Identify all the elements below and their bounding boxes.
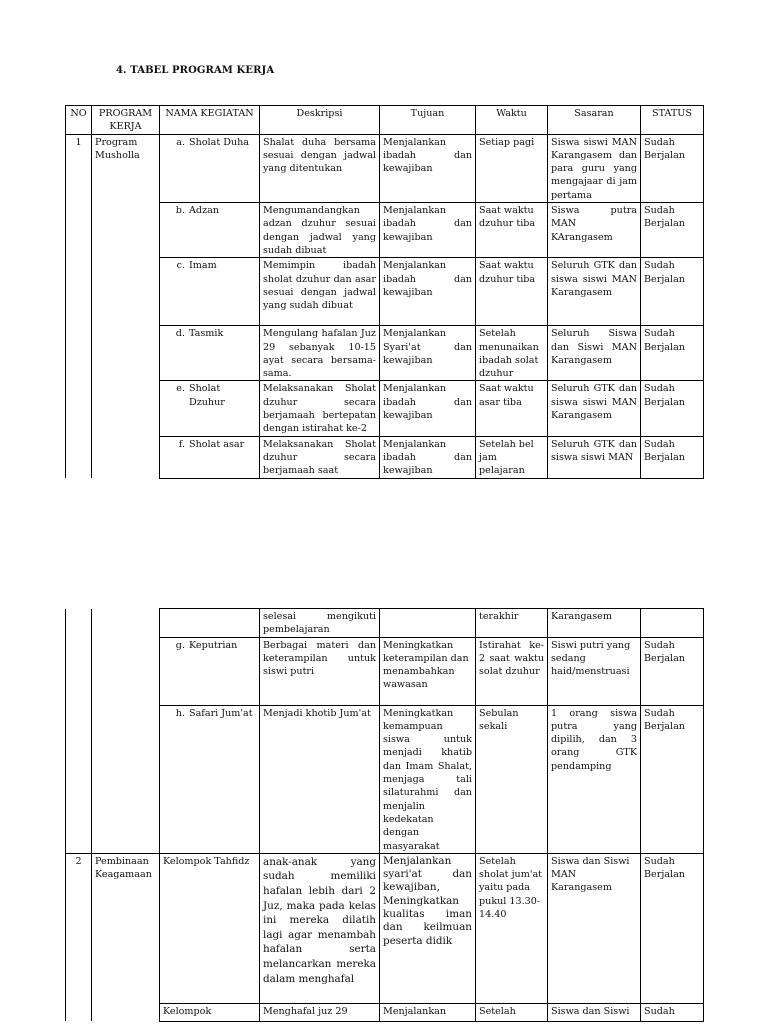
status-cell: Sudah Berjalan: [641, 258, 704, 326]
section-heading: 4. TABEL PROGRAM KERJA: [116, 65, 275, 76]
header-sasaran: Sasaran: [548, 106, 641, 135]
waktu-cell: Setelah sholat jum'at yaitu pada pukul 13.30-14.40: [476, 853, 548, 1003]
header-waktu: Waktu: [476, 106, 548, 135]
status-cell: Sudah Berjalan: [641, 134, 704, 202]
kegiatan-letter: d.: [175, 328, 185, 340]
deskripsi-cell: anak-anak yang sudah memiliki hafalan lebih dari 2 Juz, maka pada kelas ini mereka dilatih lagi agar menambah hafalan serta melancarkan mereka dalam menghafal: [260, 853, 380, 1003]
status-cell: Sudah Berjalan: [641, 203, 704, 258]
table-row: [66, 203, 704, 258]
table-row: [66, 609, 704, 638]
table-row: [66, 1003, 704, 1021]
table-header-row: [66, 106, 704, 135]
kegiatan-letter: a.: [176, 136, 185, 148]
sasaran-cell: Karangasem: [548, 609, 641, 638]
waktu-cell: Saat waktu asar tiba: [476, 381, 548, 436]
header-program: PROGRAM KERJA: [92, 106, 160, 135]
table-row: [66, 381, 704, 436]
status-cell: Sudah Berjalan: [641, 853, 704, 1003]
header-status: STATUS: [641, 106, 704, 135]
waktu-cell: Saat waktu dzuhur tiba: [476, 203, 548, 258]
table-row: [66, 134, 704, 202]
kegiatan-name: Adzan: [189, 205, 220, 217]
deskripsi-cell: Mengulang hafalan Juz 29 sebanyak 10-15 ayat secara bersama-sama.: [260, 326, 380, 381]
kegiatan-name: Kelompok Tahfidz: [160, 853, 260, 1003]
waktu-cell: Sebulan sekali: [476, 705, 548, 853]
header-no: NO: [66, 106, 92, 135]
sasaran-cell: Seluruh GTK dan siswa siswi MAN: [548, 436, 641, 478]
deskripsi-cell: Berbagai materi dan keterampilan untuk siswi putri: [260, 637, 380, 705]
tujuan-cell: [380, 853, 476, 1003]
header-deskripsi: Deskripsi: [260, 106, 380, 135]
tujuan-cell: Menjalankan ibadah dan kewajiban: [380, 381, 476, 436]
tujuan-cell-continued: [380, 609, 476, 638]
status-cell: Sudah: [641, 1003, 704, 1021]
status-cell: Sudah Berjalan: [641, 637, 704, 705]
waktu-cell: Setiap pagi: [476, 134, 548, 202]
header-kegiatan: NAMA KEGIATAN: [160, 106, 260, 135]
table-row: [66, 258, 704, 326]
tujuan-cell: Menjalankan ibadah dan kewajiban: [380, 436, 476, 478]
program-table-page2: [65, 608, 704, 1022]
kegiatan-name: Tasmik: [189, 328, 224, 340]
table-row: [66, 326, 704, 381]
deskripsi-cell: selesai mengikuti pembelajaran: [260, 609, 380, 638]
table-row: [66, 853, 704, 1003]
waktu-cell: Istirahat ke-2 saat waktu solat dzuhur: [476, 637, 548, 705]
kegiatan-letter: f.: [178, 438, 185, 450]
sasaran-cell: Seluruh GTK dan siswa siswi MAN Karangasem: [548, 258, 641, 326]
status-cell: Sudah Berjalan: [641, 381, 704, 436]
tujuan-cell: Menjalankan: [380, 1003, 476, 1021]
table-row: [66, 436, 704, 478]
tujuan-text: Menjalankan syari'at dan kewajiban, Meningkatkan kualitas iman dan keilmuan peserta didik: [383, 854, 472, 947]
kegiatan-name: Sholat asar: [189, 438, 245, 450]
status-cell: Sudah Berjalan: [641, 326, 704, 381]
deskripsi-cell: Menghafal juz 29: [260, 1003, 380, 1021]
kegiatan-name: Sholat Dzuhur: [189, 383, 225, 408]
program-table-page1: [65, 105, 704, 479]
status-cell: Sudah Berjalan: [641, 436, 704, 478]
sasaran-cell: Siswa dan Siswi: [548, 1003, 641, 1021]
kegiatan-name: Kelompok: [160, 1003, 260, 1021]
sasaran-cell: Siswa siswi MAN Karangasem dan para guru yang mengajaar di jam pertama: [548, 134, 641, 202]
deskripsi-cell: Memimpin ibadah sholat dzuhur dan asar sesuai dengan jadwal yang sudah dibuat: [260, 258, 380, 326]
tujuan-cell: Menjalankan Syari'at dan kewajiban: [380, 326, 476, 381]
sasaran-cell: Seluruh GTK dan siswa siswi MAN Karangasem: [548, 381, 641, 436]
program-name: Program Musholla: [92, 134, 160, 478]
program-number-continued: [66, 609, 92, 854]
waktu-cell: Saat waktu dzuhur tiba: [476, 258, 548, 326]
sasaran-cell: 1 orang siswa putra yang dipilih, dan 3 orang GTK pendamping: [548, 705, 641, 853]
kegiatan-name: Safari Jum'at: [189, 707, 253, 719]
sasaran-cell: Siswa dan Siswi MAN Karangasem: [548, 853, 641, 1003]
kegiatan-letter: e.: [176, 383, 185, 395]
header-tujuan: Tujuan: [380, 106, 476, 135]
sasaran-cell: Siswa putra MAN KArangasem: [548, 203, 641, 258]
tujuan-cell: Meningkatkan kemampuan siswa untuk menjadi khatib dan Imam Shalat, menjaga tali silaturahmi dan menjalin kedekatan dengan masyarakat: [380, 705, 476, 853]
tujuan-cell: Meningkatkan keterampilan dan menambahkan wawasan: [380, 637, 476, 705]
program-name: Pembinaan Keagamaan: [92, 853, 160, 1021]
waktu-cell: terakhir: [476, 609, 548, 638]
tujuan-cell: Menjalankan ibadah dan kewajiban: [380, 258, 476, 326]
tujuan-cell: Menjalankan ibadah dan kewajiban: [380, 134, 476, 202]
deskripsi-cell: Melaksanakan Sholat dzuhur secara berjamaah bertepatan dengan istirahat ke-2: [260, 381, 380, 436]
deskripsi-cell: Menjadi khotib Jum'at: [260, 705, 380, 853]
deskripsi-cell: Mengumandangkan adzan dzuhur sesuai dengan jadwal yang sudah dibuat: [260, 203, 380, 258]
kegiatan-letter: g.: [175, 639, 185, 651]
waktu-cell: Setelah menunaikan ibadah solat dzuhur: [476, 326, 548, 381]
deskripsi-cell: Melaksanakan Sholat dzuhur secara berjamaah saat: [260, 436, 380, 478]
kegiatan-name: Keputrian: [189, 639, 238, 651]
kegiatan-letter: b.: [175, 205, 185, 217]
table-row: [66, 637, 704, 705]
deskripsi-cell: Shalat duha bersama sesuai dengan jadwal yang ditentukan: [260, 134, 380, 202]
status-cell: Sudah Berjalan: [641, 705, 704, 853]
program-number: 1: [66, 134, 92, 478]
kegiatan-letter: c.: [176, 260, 185, 272]
waktu-cell: Setelah: [476, 1003, 548, 1021]
kegiatan-name: Sholat Duha: [189, 136, 249, 148]
kegiatan-cell-continued: [160, 609, 260, 638]
sasaran-cell: Seluruh Siswa dan Siswi MAN Karangasem: [548, 326, 641, 381]
waktu-cell: Setelah bel jam pelajaran: [476, 436, 548, 478]
table-row: [66, 705, 704, 853]
kegiatan-name: Imam: [189, 260, 217, 272]
program-name-continued: [92, 609, 160, 854]
tujuan-cell: Menjalankan ibadah dan kewajiban: [380, 203, 476, 258]
status-cell-continued: [641, 609, 704, 638]
sasaran-cell: Siswi putri yang sedang haid/menstruasi: [548, 637, 641, 705]
kegiatan-letter: h.: [175, 707, 185, 719]
program-number: 2: [66, 853, 92, 1021]
